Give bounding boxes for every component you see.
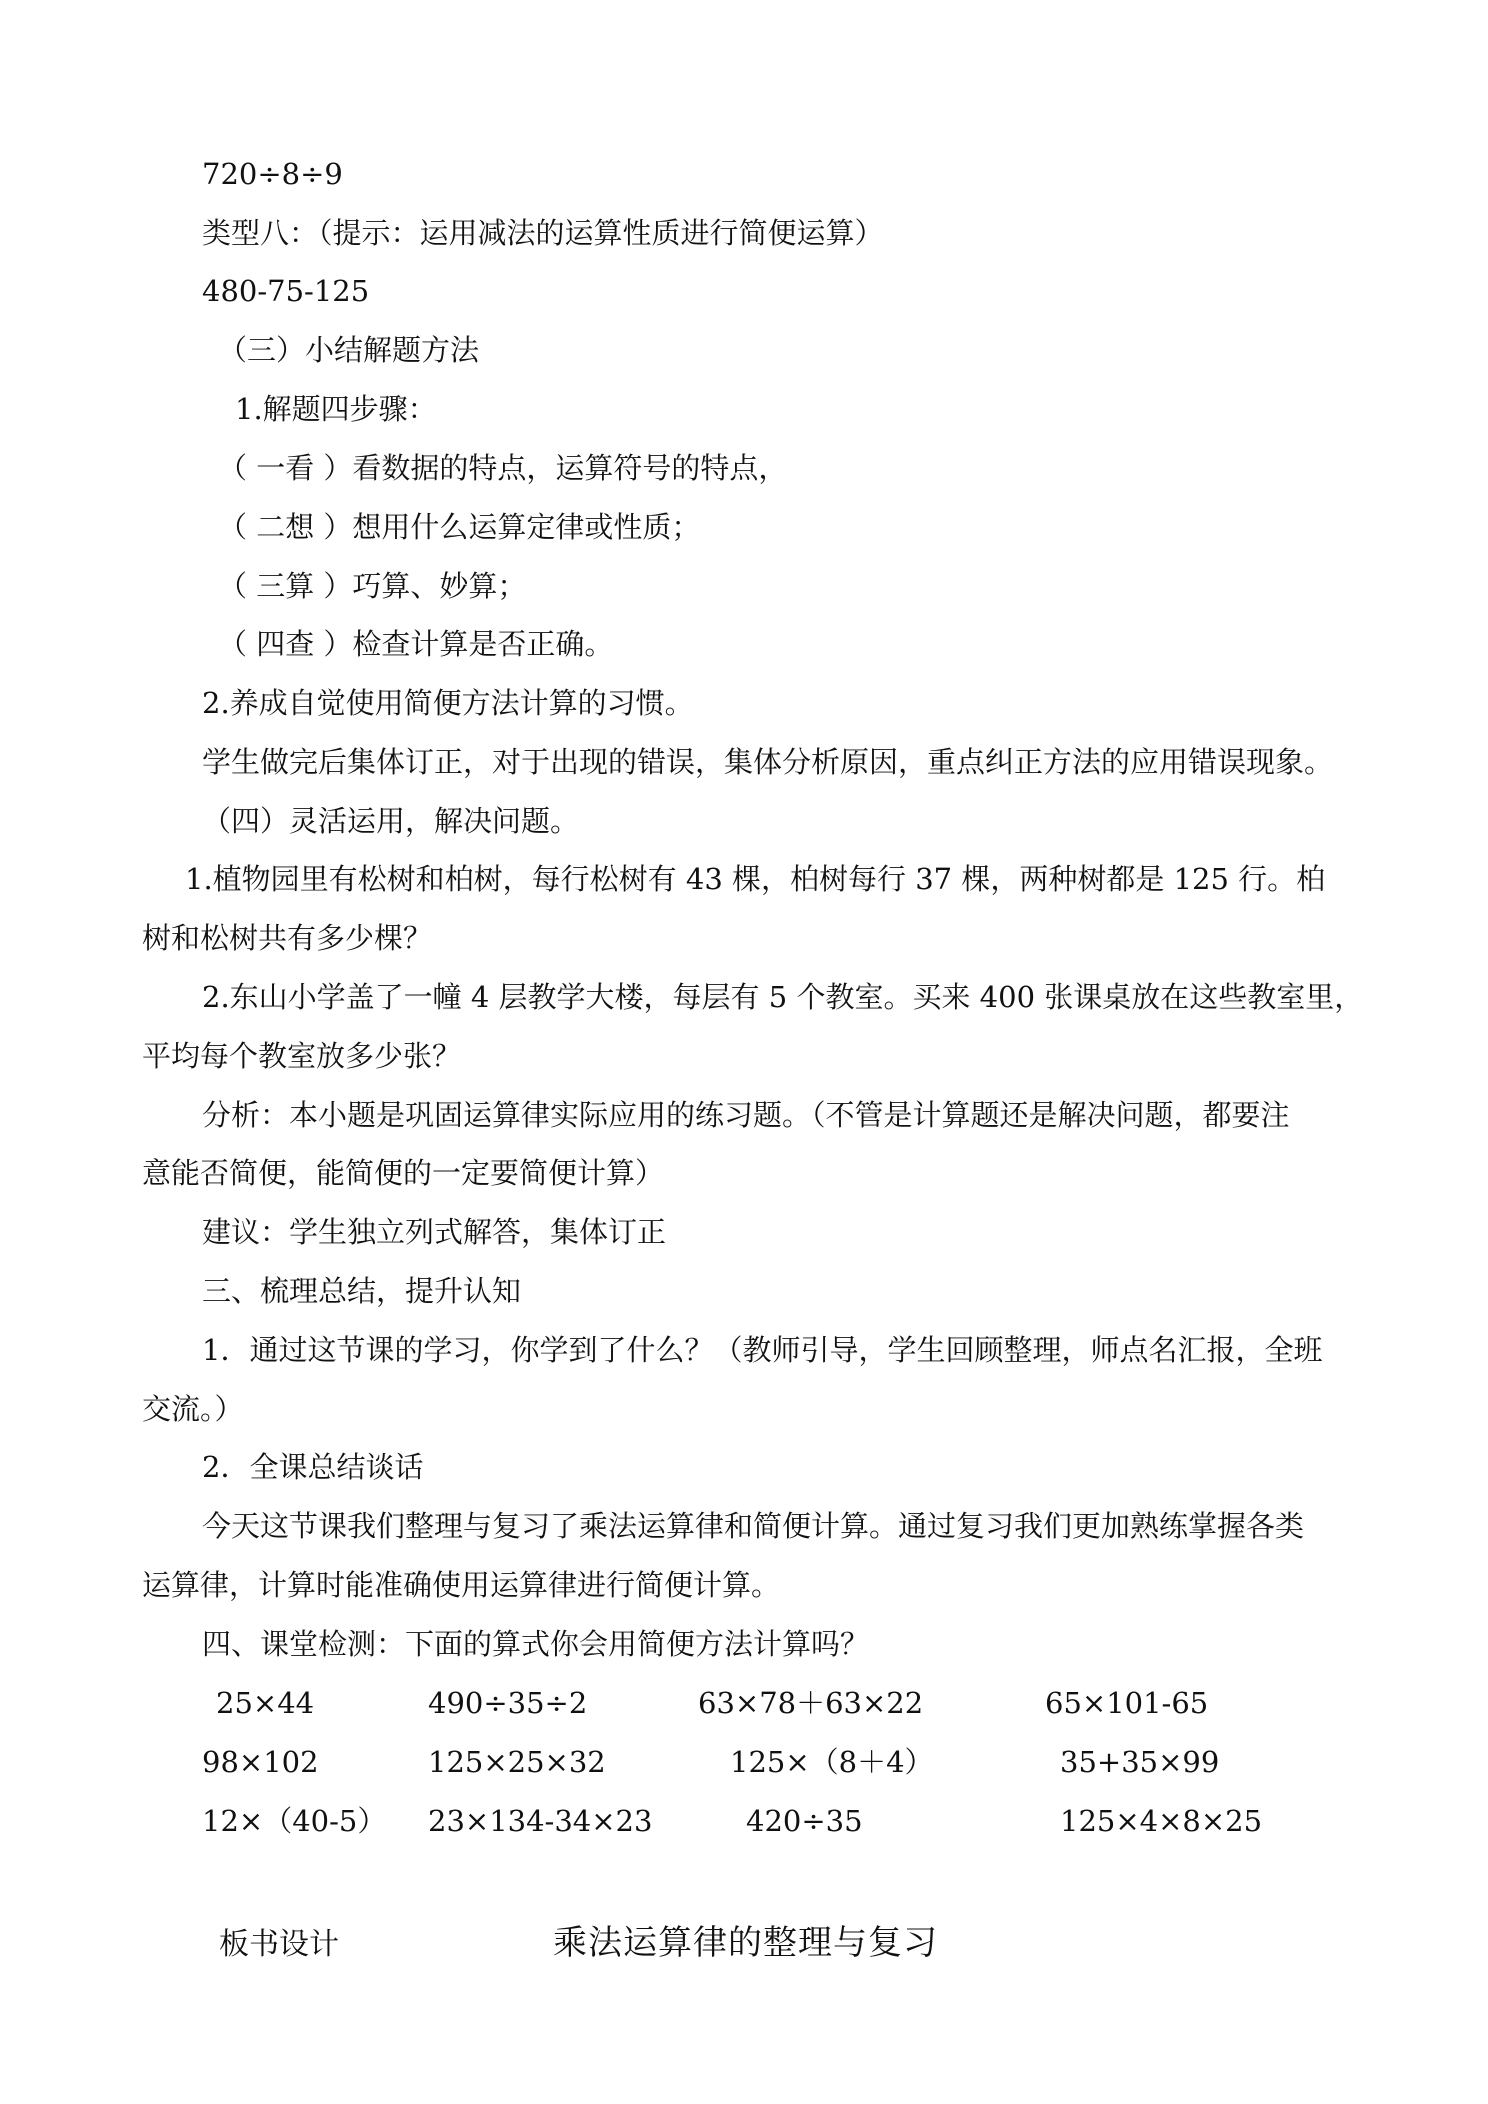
exercise-item: 490÷35÷2	[428, 1686, 588, 1720]
text-line-9: （ 四查 ）检查计算是否正确。	[218, 627, 614, 661]
exercise-item: 63×78＋63×22	[698, 1686, 924, 1720]
exercise-item: 23×134-34×23	[428, 1804, 653, 1838]
exercise-item: 12×（40-5）	[202, 1804, 387, 1838]
text-line-6: （ 一看 ）看数据的特点，运算符号的特点，	[218, 451, 788, 485]
text-line-24: 今天这节课我们整理与复习了乘法运算律和简便计算。通过复习我们更加熟练掌握各类	[202, 1509, 1305, 1543]
text-line-5: 1.解题四步骤：	[235, 392, 437, 426]
text-line-10: 2.养成自觉使用简便方法计算的习惯。	[202, 686, 694, 720]
text-line-20: 三、梳理总结，提升认知	[202, 1274, 522, 1308]
text-line-2: 类型八：（提示：运用减法的运算性质进行简便运算）	[202, 216, 884, 250]
text-line-18: 意能否简便，能简便的一定要简便计算）	[142, 1156, 665, 1190]
text-line-1: 720÷8÷9	[202, 157, 343, 191]
text-line-3: 480-75-125	[202, 274, 370, 308]
text-line-21: 1．通过这节课的学习，你学到了什么？（教师引导，学生回顾整理，师点名汇报，全班	[202, 1333, 1323, 1367]
text-line-19: 建议：学生独立列式解答，集体订正	[202, 1215, 667, 1249]
text-line-22: 交流。）	[142, 1392, 244, 1426]
exercise-item: 35+35×99	[1060, 1745, 1220, 1779]
exercise-item: 125×（8＋4）	[730, 1745, 934, 1779]
text-line-15: 2.东山小学盖了一幢 4 层教学大楼，每层有 5 个教室。买来 400 张课桌放在这些教室里，	[202, 980, 1364, 1014]
text-line-7: （ 二想 ）想用什么运算定律或性质；	[218, 510, 701, 544]
exercise-item: 98×102	[202, 1745, 319, 1779]
text-line-13: 1.植物园里有松树和柏树，每行松树有 43 棵，柏树每行 37 棵，两种树都是 125 行。柏	[185, 862, 1326, 896]
exercise-item: 25×44	[216, 1686, 315, 1720]
exercise-item: 125×4×8×25	[1060, 1804, 1263, 1838]
text-line-12: （四）灵活运用，解决问题。	[202, 804, 580, 838]
text-line-23: 2．全课总结谈话	[202, 1450, 424, 1484]
text-line-26: 四、课堂检测：下面的算式你会用简便方法计算吗？	[202, 1627, 870, 1661]
text-line-17: 分析：本小题是巩固运算律实际应用的练习题。（不管是计算题还是解决问题，都要注	[202, 1098, 1290, 1132]
exercise-item: 420÷35	[746, 1804, 863, 1838]
board-design-label: 板书设计	[219, 1927, 339, 1962]
text-line-11: 学生做完后集体订正，对于出现的错误，集体分析原因，重点纠正方法的应用错误现象。	[202, 745, 1334, 779]
text-line-16: 平均每个教室放多少张？	[142, 1039, 462, 1073]
exercise-item: 125×25×32	[428, 1745, 606, 1779]
board-design-title: 乘法运算律的整理与复习	[553, 1923, 938, 1963]
text-line-8: （ 三算 ）巧算、妙算；	[218, 569, 527, 603]
exercise-item: 65×101-65	[1045, 1686, 1209, 1720]
text-line-14: 树和松树共有多少棵？	[142, 921, 433, 955]
text-line-4: （三）小结解题方法	[218, 333, 480, 367]
text-line-25: 运算律，计算时能准确使用运算律进行简便计算。	[142, 1568, 781, 1602]
